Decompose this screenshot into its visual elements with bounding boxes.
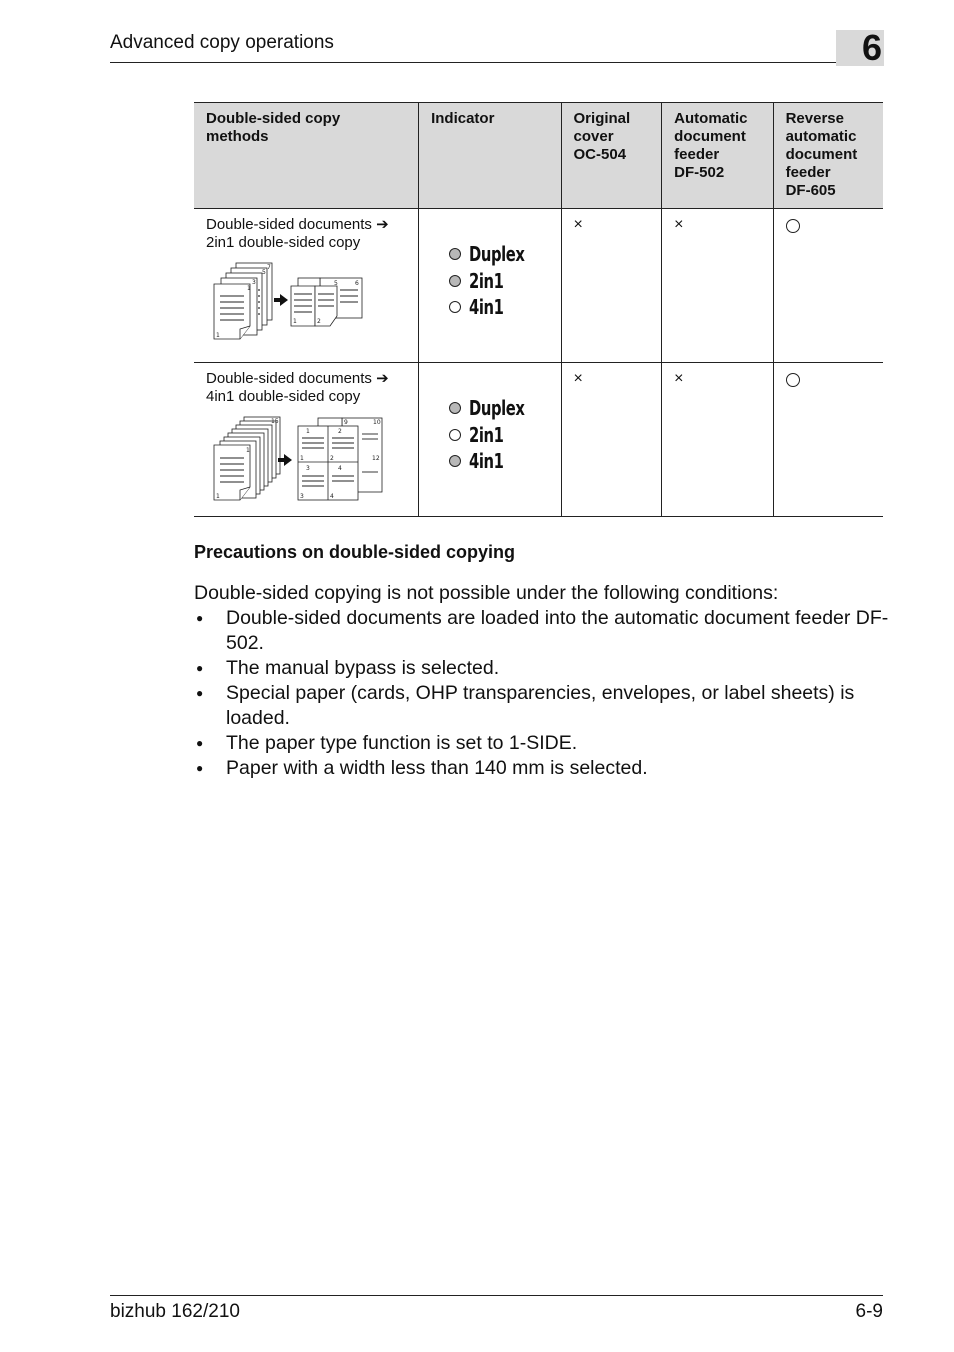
output-page-number: 12 [372,455,380,462]
oc504-cell [561,209,662,363]
output-page-number: 1 [293,318,297,325]
stack-page-number: 1 [247,285,251,292]
indicator-duplex: Duplex [449,395,548,422]
df502-cell [662,363,773,517]
table-row [194,209,883,363]
output-page-number: 1 [300,455,304,462]
method-label: Double-sided documents ➔ 4in1 double-sided copy [206,370,389,405]
col-header-oc504: Original cover OC-504 [561,103,662,209]
output-page-number: 6 [355,280,359,287]
double-sided-methods-table [194,102,883,517]
oc504-cell [561,363,662,517]
indicator-panel [449,395,548,475]
stack-page-number: 15 [271,418,279,425]
col-header-indicator: Indicator [419,103,561,209]
indicator-lamp-on-icon [449,455,461,467]
output-page-number: 2 [338,428,342,435]
header-title: Advanced copy operations [110,32,334,53]
output-page-number: 9 [344,419,348,426]
method-label: Double-sided documents ➔ 2in1 double-sided copy [206,216,389,251]
stack-page-number: 1 [246,447,250,454]
table-header-row [194,103,883,209]
not-available-mark: × [573,216,583,233]
df605-cell [773,209,883,363]
output-page-number: 4 [330,493,334,500]
diagram-4in1 [206,414,391,504]
col-header-df605: Reverse automatic document feeder DF-605 [773,103,883,209]
indicator-cell [419,209,561,363]
stack-page-number: 1 [216,332,220,339]
col-header-methods: Double-sided copy methods [194,103,419,209]
section-intro: Double-sided copying is not possible under the following conditions: [194,582,779,604]
footer-rule [110,1295,883,1296]
indicator-duplex: Duplex [449,241,548,268]
indicator-cell [419,363,561,517]
indicator-4in1: 4in1 [449,448,548,475]
header-rule [110,62,883,63]
section-heading: Precautions on double-sided copying [194,542,516,562]
available-circle-icon [786,219,800,233]
indicator-lamp-off-icon [449,429,461,441]
indicator-lamp-off-icon [449,301,461,313]
method-cell [194,363,419,517]
arrow-icon [274,294,288,306]
output-page-number: 2 [330,455,334,462]
indicator-2in1: 2in1 [449,268,548,295]
indicator-4in1: 4in1 [449,294,548,321]
indicator-lamp-on-icon [449,248,461,260]
method-cell [194,209,419,363]
available-circle-icon [786,373,800,387]
output-page-number: 2 [317,318,321,325]
section-body [194,581,894,781]
output-page-number: 3 [300,493,304,500]
list-item: ● The manual bypass is selected. [194,656,894,681]
stack-page-number: 7 [267,264,271,271]
not-available-mark: × [674,216,684,233]
output-page-number: 1 [306,428,310,435]
conditions-list [194,606,894,781]
df502-cell [662,209,773,363]
footer-model: bizhub 162/210 [110,1301,240,1322]
list-item: ● The paper type function is set to 1-SIDE. [194,731,894,756]
output-page-number: 10 [373,419,381,426]
list-item: ● Paper with a width less than 140 mm is selected. [194,756,894,781]
not-available-mark: × [573,370,583,387]
indicator-lamp-on-icon [449,402,461,414]
stack-page-number: 5 [262,269,266,276]
indicator-panel [449,241,548,321]
indicator-2in1: 2in1 [449,422,548,449]
table-row [194,363,883,517]
output-page-number: 3 [306,465,310,472]
chapter-number: 6 [836,30,884,66]
stack-page-number: 3 [252,279,256,286]
not-available-mark: × [674,370,684,387]
df605-cell [773,363,883,517]
footer-page-number: 6-9 [855,1301,883,1322]
list-item: ● Double-sided documents are loaded into the automatic document feeder DF-502. [194,606,894,656]
col-header-df502: Automatic document feeder DF-502 [662,103,773,209]
output-page-number: 4 [338,465,342,472]
indicator-lamp-on-icon [449,275,461,287]
diagram-2in1 [206,260,376,346]
stack-page-number: 1 [216,493,220,500]
list-item: ● Special paper (cards, OHP transparencies, envelopes, or label sheets) is loaded. [194,681,894,731]
output-page-number: 5 [334,280,338,287]
